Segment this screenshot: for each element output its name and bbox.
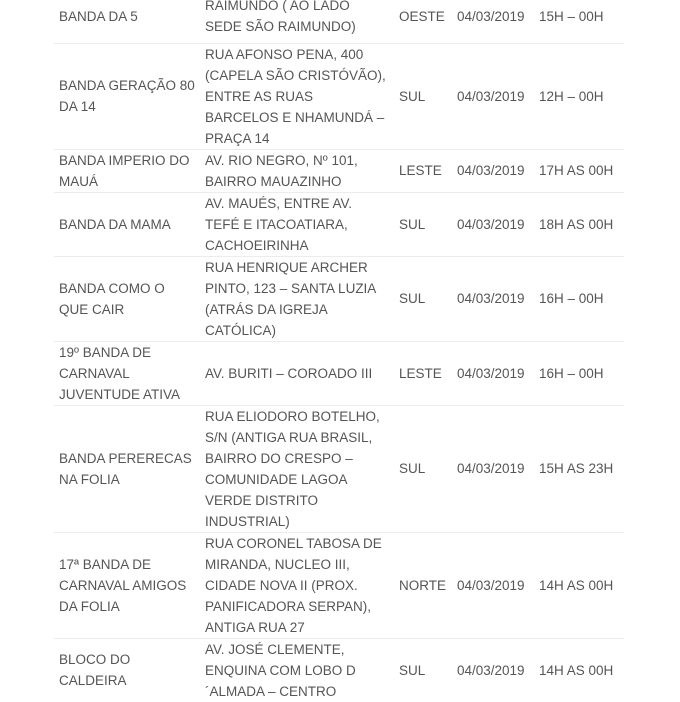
- zone-cell: SUL: [394, 405, 452, 532]
- band-name-cell: BANDA GERAÇÃO 80 DA 14: [54, 43, 200, 149]
- zone-cell: SUL: [394, 192, 452, 256]
- time-cell: 18H AS 00H: [534, 192, 624, 256]
- time-cell: 14H AS 00H: [534, 532, 624, 638]
- band-name-cell: 17ª BANDA DE CARNAVAL AMIGOS DA FOLIA: [54, 532, 200, 638]
- time-cell: 14H AS 00H: [534, 638, 624, 702]
- table-row: [54, 341, 624, 405]
- table-row: [54, 256, 624, 341]
- date-cell: 04/03/2019: [452, 532, 534, 638]
- table-row: [54, 638, 624, 702]
- band-name-cell: BLOCO DO CALDEIRA: [54, 638, 200, 702]
- zone-cell: OESTE: [399, 8, 445, 24]
- date-cell: 04/03/2019: [452, 149, 534, 192]
- date-cell: 04/03/2019: [457, 8, 525, 24]
- date-cell: 04/03/2019: [452, 341, 534, 405]
- events-table: [54, 0, 624, 702]
- zone-cell: SUL: [394, 256, 452, 341]
- time-cell: 15H – 00H: [539, 8, 604, 24]
- date-cell: 04/03/2019: [452, 638, 534, 702]
- date-cell: 04/03/2019: [452, 192, 534, 256]
- band-name-cell: 19º BANDA DE CARNAVAL JUVENTUDE ATIVA: [54, 341, 200, 405]
- band-name-cell: BANDA DA 5: [59, 8, 138, 24]
- table-row: [54, 405, 624, 532]
- table-row: [54, 43, 624, 149]
- address-cell: RUA AFONSO PENA, 400 (CAPELA SÃO CRISTÓVÃO), ENTRE AS RUAS BARCELOS E NHAMUNDÁ – PRAÇA 14: [200, 43, 394, 149]
- address-cell: AV. MAUÉS, ENTRE AV. TEFÉ E ITACOATIARA, CACHOEIRINHA: [200, 192, 394, 256]
- address-cell: RUA ELIODORO BOTELHO, S/N (ANTIGA RUA BRASIL, BAIRRO DO CRESPO – COMUNIDADE LAGOA VERDE DISTRITO INDUSTRIAL): [200, 405, 394, 532]
- address-cell: AV. BURITI – COROADO III: [200, 341, 394, 405]
- events-table-body: [54, 0, 624, 702]
- date-cell: 04/03/2019: [452, 405, 534, 532]
- time-cell: 16H – 00H: [534, 341, 624, 405]
- time-cell: 16H – 00H: [534, 256, 624, 341]
- time-cell: 15H AS 23H: [534, 405, 624, 532]
- date-cell: 04/03/2019: [452, 43, 534, 149]
- table-row: [54, 532, 624, 638]
- band-name-cell: BANDA IMPERIO DO MAUÁ: [54, 149, 200, 192]
- time-cell: 12H – 00H: [534, 43, 624, 149]
- zone-cell: SUL: [394, 638, 452, 702]
- band-name-cell: BANDA PERERECAS NA FOLIA: [54, 405, 200, 532]
- address-cell: AV. JOSÉ CLEMENTE, ENQUINA COM LOBO D´ALMADA – CENTRO: [200, 638, 394, 702]
- band-name-cell: BANDA DA MAMA: [54, 192, 200, 256]
- address-cell: RAIMUNDO ( AO LADO SEDE SÃO RAIMUNDO): [205, 0, 356, 35]
- table-row: [54, 149, 624, 192]
- table-row: [54, 192, 624, 256]
- date-cell: 04/03/2019: [452, 256, 534, 341]
- address-cell: RUA HENRIQUE ARCHER PINTO, 123 – SANTA LUZIA (ATRÁS DA IGREJA CATÓLICA): [200, 256, 394, 341]
- table-row: [54, 0, 624, 43]
- address-cell: AV. RIO NEGRO, Nº 101, BAIRRO MAUAZINHO: [200, 149, 394, 192]
- zone-cell: NORTE: [394, 532, 452, 638]
- address-cell: RUA CORONEL TABOSA DE MIRANDA, NUCLEO III, CIDADE NOVA II (PROX. PANIFICADORA SERPAN), ANTIGA RUA 27: [200, 532, 394, 638]
- zone-cell: LESTE: [394, 341, 452, 405]
- zone-cell: LESTE: [394, 149, 452, 192]
- band-name-cell: BANDA COMO O QUE CAIR: [54, 256, 200, 341]
- time-cell: 17H AS 00H: [534, 149, 624, 192]
- zone-cell: SUL: [394, 43, 452, 149]
